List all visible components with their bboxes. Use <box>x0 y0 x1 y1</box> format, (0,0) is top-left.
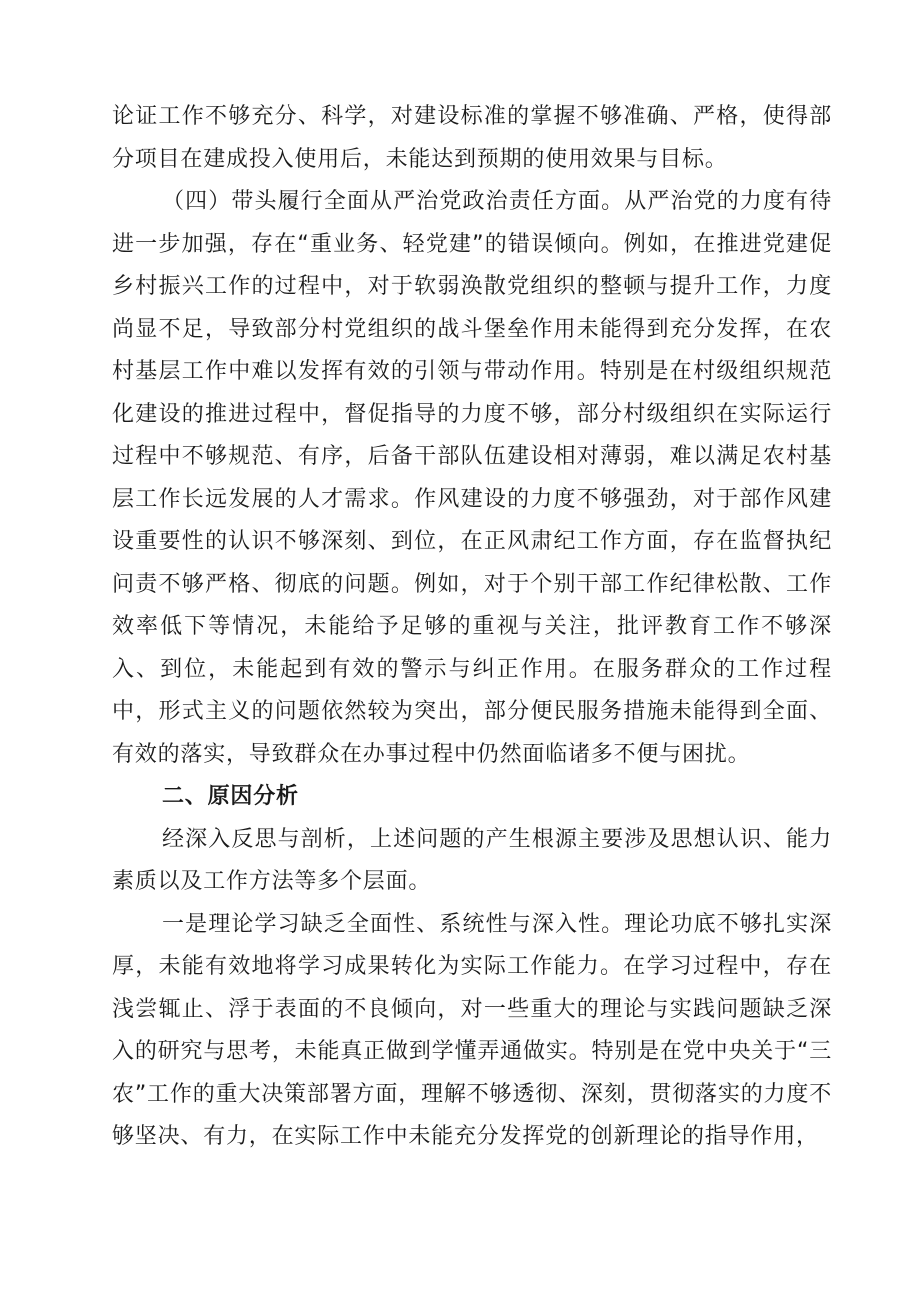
section-heading-cause-analysis: 二、原因分析 <box>162 784 299 809</box>
paragraph-analysis-intro: 经深入反思与剖析，上述问题的产生根源主要涉及思想认识、能力素质以及工作方法等多个层面。 <box>112 826 832 894</box>
paragraph-theory-study: 一是理论学习缺乏全面性、系统性与深入性。理论功底不够扎实深厚，未能有效地将学习成果转化为实际工作能力。在学习过程中，存在浅尝辄止、浮于表面的不良倾向，对一些重大的理论与实践问题缺乏深入的研究与思考，未能真正做到学懂弄通做实。特别是在党中央关于“三农”工作的重大决策部署方面，理解不够透彻、深刻，贯彻落实的力度不够坚决、有力，在实际工作中未能充分发挥党的创新理论的指导作用， <box>112 911 832 1149</box>
document-body <box>112 96 832 1159</box>
paragraph-party-building: （四）带头履行全面从严治党政治责任方面。从严治党的力度有待进一步加强，存在“重业务、轻党建”的错误倾向。例如，在推进党建促乡村振兴工作的过程中，对于软弱涣散党组织的整顿与提升工作，力度尚显不足，导致部分村党组织的战斗堡垒作用未能得到充分发挥，在农村基层工作中难以发挥有效的引领与带动作用。特别是在村级组织规范化建设的推进过程中，督促指导的力度不够，部分村级组织在实际运行过程中不够规范、有序，后备干部队伍建设相对薄弱，难以满足农村基层工作长远发展的人才需求。作风建设的力度不够强劲，对于部作风建设重要性的认识不够深刻、到位，在正风肃纪工作方面，存在监督执纪问责不够严格、彻底的问题。例如，对于个别干部工作纪律松散、工作效率低下等情况，未能给予足够的重视与关注，批评教育工作不够深入、到位，未能起到有效的警示与纠正作用。在服务群众的工作过程中，形式主义的问题依然较为突出，部分便民服务措施未能得到全面、有效的落实，导致群众在办事过程中仍然面临诸多不便与困扰。 <box>112 189 832 767</box>
paragraph-continuation: 论证工作不够充分、科学，对建设标准的掌握不够准确、严格，使得部分项目在建成投入使用后，未能达到预期的使用效果与目标。 <box>112 104 832 172</box>
